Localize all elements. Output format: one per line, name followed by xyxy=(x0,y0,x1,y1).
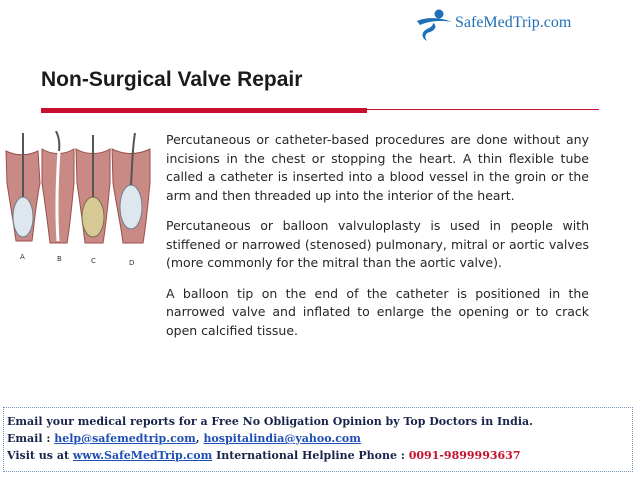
contact-footer xyxy=(3,407,633,472)
footer-line-email xyxy=(7,430,632,447)
catheter-stage-b xyxy=(42,131,74,243)
title-underline-thick xyxy=(41,108,367,113)
brand-logo[interactable] xyxy=(414,8,629,44)
catheter-stage-a xyxy=(6,133,40,241)
illustration-label-b: B xyxy=(57,255,62,263)
email-link-hospitalindia[interactable]: hospitalindia@yahoo.com xyxy=(203,432,361,445)
valve-catheter-illustration xyxy=(4,131,162,281)
illustration-label-d: D xyxy=(129,259,135,267)
figure-arc-logo-icon xyxy=(414,8,454,44)
helpline-label: International Helpline Phone xyxy=(216,449,397,462)
visit-label: Visit us at xyxy=(7,449,70,462)
paragraph-balloon-valvuloplasty: Percutaneous or balloon valvuloplasty is used in people with stiffened or narrowed (stenosed) pulmonary, mitral or aortic valves (more commonly for the mitral than the aortic valve). xyxy=(166,218,589,270)
email-link-safemedtrip[interactable]: help@safemedtrip.com xyxy=(54,432,196,445)
catheter-stage-d xyxy=(112,133,150,243)
slide-body xyxy=(166,131,589,352)
illustration-label-a: A xyxy=(20,253,25,261)
helpline-phone: 0091-9899993637 xyxy=(408,449,521,462)
footer-line-offer xyxy=(7,413,632,430)
free-opinion-text: Email your medical reports for a Free No Obligation Opinion by Top Doctors in India. xyxy=(7,415,534,428)
email-label: Email : xyxy=(7,432,51,445)
website-link[interactable]: www.SafeMedTrip.com xyxy=(72,449,213,462)
slide-title: Non-Surgical Valve Repair xyxy=(41,68,303,91)
catheter-stage-c xyxy=(76,135,110,243)
illustration-label-c: C xyxy=(91,257,96,265)
paragraph-balloon-tip: A balloon tip on the end of the catheter is positioned in the narrowed valve and inflated to enlarge the opening or to crack open calcified tissue. xyxy=(166,285,589,338)
paragraph-catheter-procedures: Percutaneous or catheter-based procedures are done without any incisions in the chest or stopping the heart. A thin flexible tube called a catheter is inserted into a blood vessel in the groin or the arm and then threaded up into the interior of the heart. xyxy=(166,132,589,203)
phone-separator: : xyxy=(400,449,405,462)
email-separator: , xyxy=(195,432,200,445)
footer-line-contact xyxy=(7,447,632,464)
brand-name: SafeMedTrip.com xyxy=(455,14,572,31)
title-underline-thin xyxy=(367,109,599,110)
